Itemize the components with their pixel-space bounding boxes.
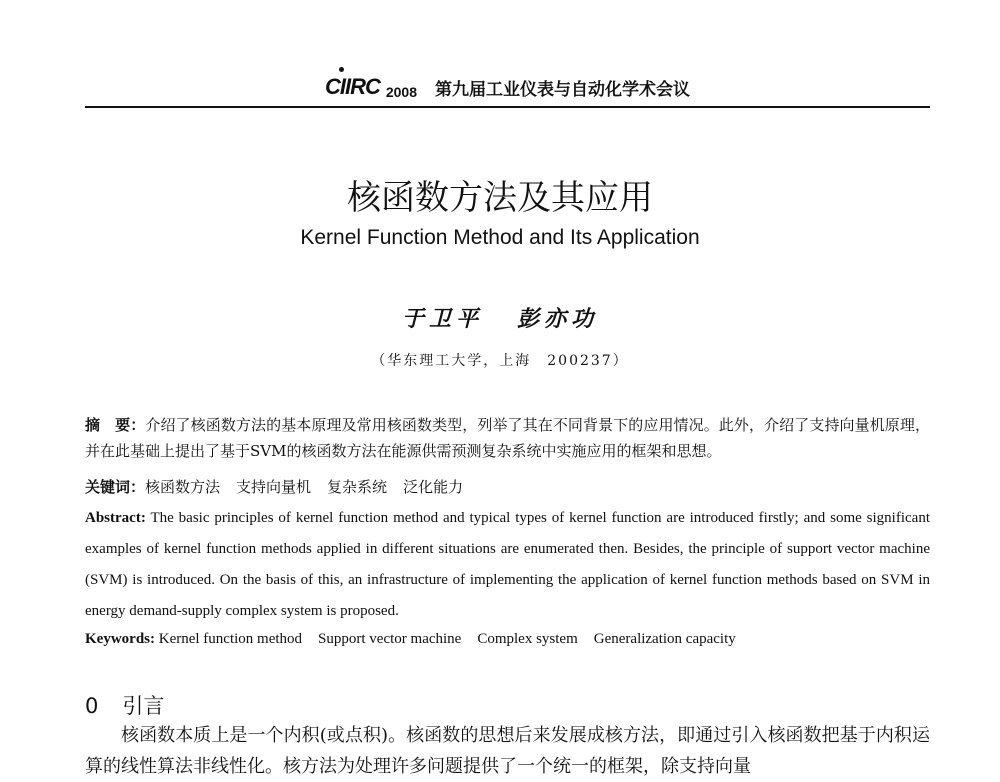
abstract-text-english: The basic principles of kernel function method and typical types of kernel function are introduced firstly; and some significant examples of kernel function methods applied in different situations are enumerated then. Besides, the principle of support vector machine (SVM) is introduced. On the basis of this, an infrastructure of implementing the application of kernel function methods based on SVM in energy demand-supply complex system is proposed.	[85, 510, 930, 619]
author-list	[0, 302, 1000, 333]
author-name: 彭亦功	[517, 306, 599, 332]
abstract-chinese	[85, 412, 930, 464]
keywords-label-chinese: 关键词：	[85, 478, 146, 496]
keyword: 支持向量机	[236, 478, 312, 496]
keyword: 泛化能力	[403, 478, 464, 496]
keyword: 核函数方法	[145, 478, 221, 496]
keywords-english	[85, 626, 930, 652]
body-paragraph: 核函数本质上是一个内积(或点积)。核函数的思想后来发展成核方法，即通过引入核函数把基于内积运算的线性算法非线性化。核方法为处理许多问题提供了一个统一的框架，除支持向量	[85, 725, 930, 777]
keyword: Complex system	[477, 631, 578, 647]
conference-header	[85, 62, 930, 108]
paper-title-chinese: 核函数方法及其应用	[347, 178, 653, 218]
abstract-label-english: Abstract:	[85, 510, 146, 526]
section-title: 引言	[122, 694, 165, 718]
author-name: 于卫平	[401, 306, 483, 332]
conference-name: 第九届工业仪表与自动化学术会议	[435, 80, 691, 100]
section-number: 0	[85, 694, 99, 718]
abstract-english	[85, 503, 930, 627]
abstract-label-chinese: 摘 要：	[85, 416, 146, 434]
paper-title-english: Kernel Function Method and Its Application	[300, 226, 700, 249]
author-affiliation: （华东理工大学，上海 200237）	[371, 353, 629, 369]
conference-logo: CIIRC	[325, 74, 380, 100]
keywords-label-english: Keywords:	[85, 631, 155, 647]
keywords-chinese	[85, 474, 930, 500]
keyword: Support vector machine	[318, 631, 462, 647]
conference-year: 2008	[385, 84, 418, 100]
keyword: Generalization capacity	[593, 631, 736, 647]
section-heading	[85, 690, 164, 720]
keyword: 复杂系统	[327, 478, 388, 496]
keyword: Kernel function method	[158, 631, 303, 647]
abstract-text-chinese: 介绍了核函数方法的基本原理及常用核函数类型，列举了其在不同背景下的应用情况。此外，介绍了支持向量机原理，并在此基础上提出了基于SVM的核函数方法在能源供需预测复杂系统中实施应用的框架和思想。	[85, 416, 930, 460]
